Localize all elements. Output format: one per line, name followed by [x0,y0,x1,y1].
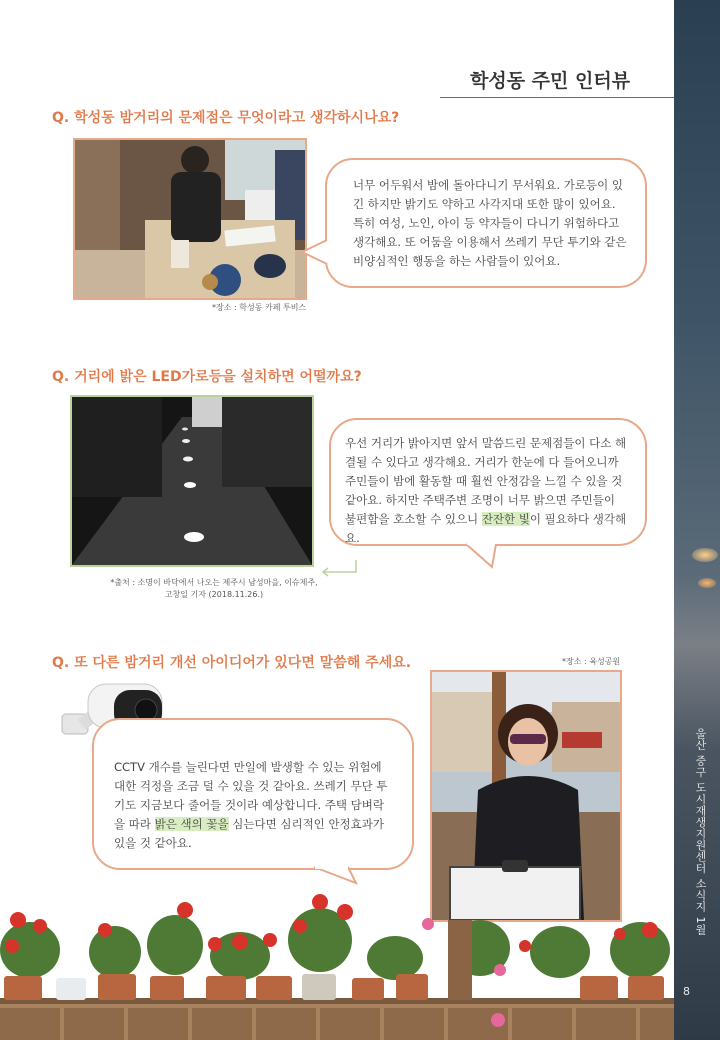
photo-caption-3: *장소 : 육성공원 [562,657,621,666]
street-photo-illustration [72,397,312,565]
led-street-photo [70,395,314,567]
answer-text-3: CCTV 개수를 늘린다면 만일에 발생할 수 있는 위험에 대한 걱정을 조금 덜 수 있을 것 같아요. 쓰레기 무단 투기도 지금보다 줄어들 것이라 예상합니다. 주택 담벼락을 따라 [114,760,388,831]
answer-text-3-end: 심는다면 심리적인 안정효과가 있을 것 같아요. [114,817,384,850]
resident-woman-photo [430,670,622,922]
answer-bubble-2 [329,418,647,546]
highlighted-phrase-2: 잔잔한 빛 [481,512,530,526]
resident-photo-illustration [432,672,620,920]
highlighted-phrase-3: 밝은 색의 꽃을 [154,817,229,831]
flower-fence-decoration [0,890,674,1040]
connector-arrow [318,560,363,580]
newsletter-name: 울산 중구 도시재생지원센터 소식지 1월 [694,728,707,936]
answer-bubble-3 [92,718,414,870]
page-title: 학성동 주민 인터뷰 [470,70,631,92]
question-2: Q. 거리에 밝은 LED가로등을 설치하면 어떨까요? [52,369,362,385]
photo-caption-2-line-1: *출처 : 소명이 바닥에서 나오는 제주시 남성마을, 이슈제주, [110,578,318,587]
bubble-tail-1 [300,238,330,268]
bubble-tail-2 [462,541,502,571]
answer-text-2: 우선 거리가 밝아지면 앞서 말씀드린 문제점들이 다소 해결될 수 있다고 생각해요. 거리가 한눈에 다 들어오니까 주민들이 밤에 활동할 때 훨씬 안정감을 느낄 수 있을 것 같아요. 하지만 주택주변 조명이 너무 밝으면 주민들이 불편함을 호소할 수 있으니 [345,436,627,526]
title-underline [440,97,674,98]
cafe-interview-photo [73,138,307,300]
answer-bubble-1 [325,158,647,288]
answer-text-2-end: 이 필요하다 생각해요. [345,512,627,545]
answer-text-1: 너무 어두워서 밤에 돌아다니기 무서워요. 가로등이 있긴 하지만 밝기도 약하고 사각지대 또한 많이 있어요. 특히 여성, 노인, 아이 등 약자들이 다니기 위험하다고 생각해요. 또 어둠을 이용해서 쓰레기 무단 투기와 같은 비양심적인 행동을 하는 사람들이 있어요. [353,178,627,268]
photo-caption-2-line-2: 고창일 기자 (2018.11.26.) [164,590,264,599]
photo-caption-1: *장소 : 학성동 카페 투비스 [212,303,307,312]
street-light-glow [692,548,718,562]
cafe-photo-illustration [75,140,305,298]
street-light-glow [698,578,716,588]
page-number: 8 [683,985,690,998]
bubble-tail-3 [312,865,362,887]
photo-caption-2 [104,577,324,601]
question-3: Q. 또 다른 밤거리 개선 아이디어가 있다면 말씀해 주세요. [52,655,412,671]
question-1: Q. 학성동 밤거리의 문제점은 무엇이라고 생각하시나요? [52,110,400,126]
